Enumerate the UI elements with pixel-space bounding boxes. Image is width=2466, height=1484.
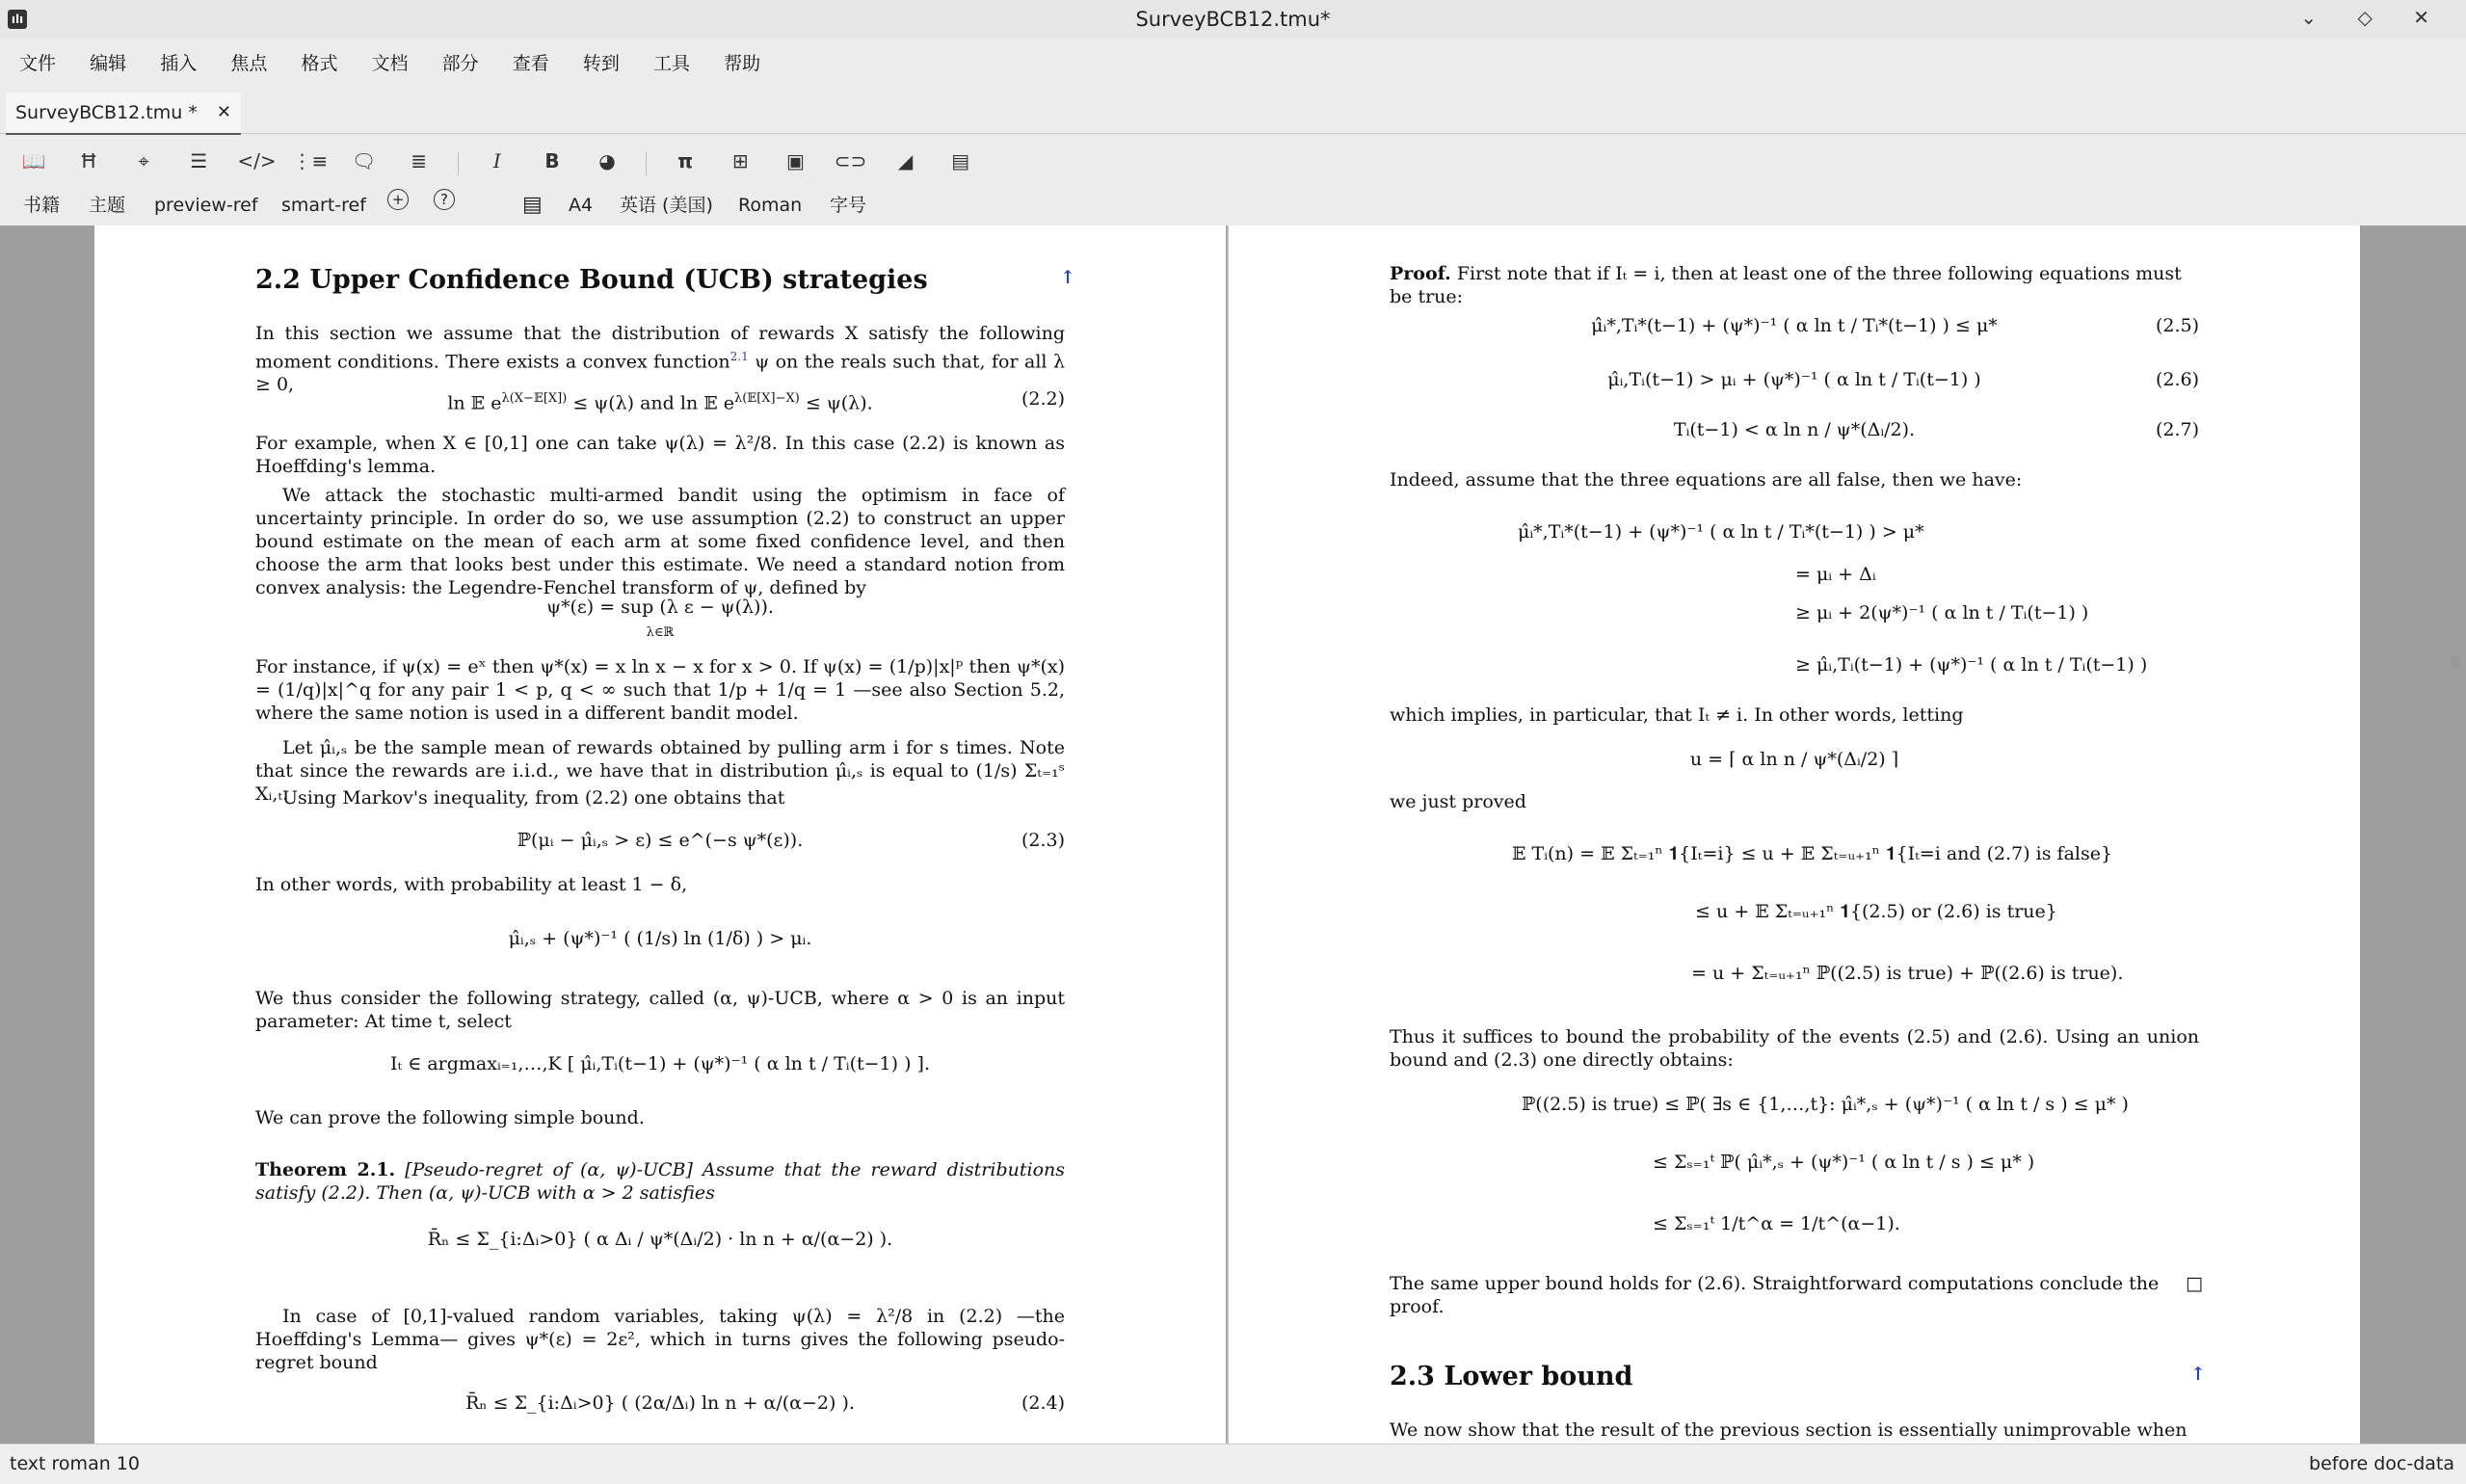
footnote-ref[interactable]: 2.1 [729,350,749,363]
language-button[interactable]: 英语 (美国) [620,195,713,216]
menu-view[interactable]: 查看 [512,53,549,74]
menu-focus[interactable]: 焦点 [230,53,268,74]
equation-number: (2.5) [2155,315,2199,336]
right-page[interactable] [1229,225,2360,1444]
equation-legendre: ψ*(ε) = sup (λ ε − ψ(λ)). λ∈ℝ [546,596,774,640]
equation-2-2: ln 𝔼 $e^{\lambda(X-𝔼[X])} \le \psi(\lambda)$ and ln 𝔼 $e^{\lambda(𝔼[X]-X)} \le \psi(\lambda)$. (2.2) [447,388,1065,414]
status-right: before doc-data [2309,1453,2454,1474]
bold-icon[interactable]: B [544,149,560,172]
scrollbar-thumb[interactable] [2451,655,2460,669]
paragraph: We attack the stochastic multi-armed bandit using the optimism in face of uncertainty principle. In order do so, we use assumption (2.2) to construct an upper bound estimate on the mean of each arm at some fixed confidence level, and then choose the arm that looks best under this estimate. We need a standard notion from convex analysis: the Legendre-Fenchel transform of ψ, defined by [255,485,1065,598]
help-icon[interactable]: ? [434,189,455,210]
book-icon[interactable]: 📖 [21,149,46,172]
theorem-label: Theorem 2.1. [255,1159,396,1180]
font-size-button[interactable]: 字号 [830,195,867,216]
section-title: 2.3 Lower bound [1390,1362,1633,1391]
menu-edit[interactable]: 编辑 [90,53,127,74]
equation-number: (2.6) [2155,369,2199,390]
tab-close-icon[interactable]: ✕ [216,102,231,122]
equation-2-7: Tᵢ(t−1) < α ln n / ψ*(Δᵢ/2). (2.7) [1673,419,2199,440]
book-style-button[interactable]: 书籍 [23,195,61,216]
tree-icon[interactable]: ⋮≡ [292,149,329,172]
paragraph: We thus consider the following strategy, called (α, ψ)-UCB, where α > 0 is an input parameter: At time t, select [255,988,1065,1032]
up-arrow-icon[interactable]: ↑ [2190,1364,2206,1385]
app-logo-icon: ılı [8,10,27,29]
menu-file[interactable]: 文件 [19,53,57,74]
paragraph: which implies, in particular, that Iₜ ≠ i. In other words, letting [1390,704,1964,726]
paragraph: We can prove the following simple bound. [255,1107,645,1128]
code-icon[interactable]: </> [237,149,277,172]
align-icon[interactable]: ≣ [411,149,428,172]
equation-theorem: R̄ₙ ≤ Σ_{i:Δᵢ>0} ( α Δᵢ / ψ*(Δᵢ/2) · ln n + α/(α−2) ). [427,1229,893,1250]
menu-help[interactable]: 帮助 [724,53,761,74]
format-toolbar [17,145,994,179]
equation-2-4: R̄ₙ ≤ Σ_{i:Δᵢ>0} ( (2α/Δᵢ) ln n + α/(α−2) ). (2.4) [465,1392,1065,1414]
eraser-icon[interactable]: ◢ [897,149,914,172]
window-title: SurveyBCB12.tmu* [1135,8,1331,31]
up-arrow-icon[interactable]: ↑ [1060,267,1075,288]
title-bar [0,0,2466,39]
status-bar [0,1444,2466,1484]
theorem-text: [Pseudo-regret of (α, ψ)-UCB] Assume that the reward distributions satisfy (2.2). Then (α, ψ)-UCB with α > 2 satisfies [255,1159,1066,1204]
toolbar-separator [646,152,647,175]
equation-confidence: μ̂ᵢ,ₛ + (ψ*)⁻¹ ( (1/s) ln (1/δ) ) > μᵢ. [508,928,812,949]
add-package-icon[interactable]: + [387,189,409,210]
document-area[interactable] [0,225,2466,1444]
probability-line: ℙ((2.5) is true) ≤ ℙ( ∃s ∈ {1,…,t}: μ̂ᵢ*,ₛ + (ψ*)⁻¹ ( α ln t / s ) ≤ μ* ) [1522,1094,2129,1115]
paragraph: For instance, if ψ(x) = eˣ then ψ*(x) = x ln x − x for x > 0. If ψ(x) = (1/p)|x|ᵖ then ψ*(x) = (1/q)|x|^q for any pair 1 < p, q < ∞ such that 1/p + 1/q = 1 —see also Section 5.2, where the same notion is used in a different bandit model. [255,656,1065,724]
toolbar-separator [458,152,459,175]
link-icon[interactable]: ⊂⊃ [834,149,867,172]
pin-icon[interactable]: ⌖ [138,149,149,172]
paragraph: In other words, with probability at least 1 − δ, [255,874,688,895]
menu-format[interactable]: 格式 [301,53,338,74]
paragraph: Indeed, assume that the three equations are all false, then we have: [1390,469,2023,490]
terminal-icon[interactable]: ▤ [951,149,970,172]
equation-2-5: μ̂ᵢ*,Tᵢ*(t−1) + (ψ*)⁻¹ ( α ln t / Tᵢ*(t−1) ) ≤ μ* (2.5) [1591,315,2199,336]
left-page[interactable] [94,225,1226,1444]
equation-2-3: ℙ(μᵢ − μ̂ᵢ,ₛ > ε) ≤ e^(−s ψ*(ε)). (2.3) [517,830,1065,851]
menu-tools[interactable]: 工具 [652,53,690,74]
smart-ref-button[interactable]: smart-ref [281,195,366,216]
inequality-chain-line: ≥ μᵢ + 2(ψ*)⁻¹ ( α ln t / Tᵢ(t−1) ) [1795,602,2089,623]
theme-button[interactable]: 主题 [89,195,126,216]
equation-u: u = ⌈ α ln n / ψ*(Δᵢ/2) ⌉ [1689,749,1899,770]
qed-symbol: □ [2186,1273,2203,1294]
image-icon[interactable]: ▣ [785,149,805,172]
table-icon[interactable]: ⊞ [731,149,749,172]
tab-label: SurveyBCB12.tmu * [15,102,198,123]
probability-line: ≤ Σₛ₌₁ᵗ 1/t^α = 1/t^(α−1). [1653,1213,1900,1234]
preview-ref-button[interactable]: preview-ref [154,195,258,216]
paragraph: For example, when X ∈ [0,1] one can take ψ(λ) = λ²/8. In this case (2.2) is known as Hoeffding's lemma. [255,433,1065,477]
paragraph: we just proved [1390,791,1526,812]
paragraph: In case of [0,1]-valued random variables, taking ψ(λ) = λ²/8 in (2.2) —the Hoeffding's Lemma— gives ψ*(ε) = 2ε², which in turns gives the following pseudo-regret bound [255,1306,1065,1373]
menu-document[interactable]: 文档 [371,53,409,74]
proof-intro: Proof. First note that if Iₜ = i, then at least one of the three following equations must be true: [1390,263,2182,307]
window-controls[interactable]: ⌄ ◇ ✕ [2300,6,2447,29]
menu-go[interactable]: 转到 [582,53,620,74]
menu-part[interactable]: 部分 [441,53,479,74]
paragraph: Thus it suffices to bound the probability of the events (2.5) and (2.6). Using an union bound and (2.3) one directly obtains: [1390,1026,2199,1071]
menu-insert[interactable]: 插入 [160,53,198,74]
proof-label: Proof. [1390,263,1451,284]
status-left: text roman 10 [10,1453,140,1474]
inequality-chain-line: ≥ μ̂ᵢ,Tᵢ(t−1) + (ψ*)⁻¹ ( α ln t / Tᵢ(t−1) ) [1795,654,2148,676]
font-button[interactable]: Roman [738,195,803,216]
tab-bar [0,93,2466,134]
paper-size-button[interactable]: A4 [569,195,594,216]
probability-line: ≤ Σₛ₌₁ᵗ ℙ( μ̂ᵢ*,ₛ + (ψ*)⁻¹ ( α ln t / s ) ≤ μ* ) [1653,1152,2035,1173]
equation-selection: Iₜ ∈ argmaxᵢ₌₁,…,K [ μ̂ᵢ,Tᵢ(t−1) + (ψ*)⁻¹ ( α ln t / Tᵢ(t−1) ) ]. [390,1053,930,1074]
sum-line: = u + Σₜ₌ᵤ₊₁ⁿ ℙ((2.5) is true) + ℙ((2.6) is true). [1691,963,2124,984]
paragraph: We now show that the result of the previous section is essentially unimprovable when [1390,1419,2188,1441]
inequality-chain-line: = μᵢ + Δᵢ [1795,564,1876,585]
comment-icon[interactable]: 🗨 [351,149,377,172]
section-title: 2.2 Upper Confidence Bound (UCB) strategies [255,265,928,295]
italic-icon[interactable]: I [492,149,501,172]
paragraph: The same upper bound holds for (2.6). Straightforward computations conclude the proof. [1390,1273,2160,1317]
equation-number: (2.2) [1021,388,1065,410]
palette-icon[interactable]: ◕ [598,149,616,172]
pi-icon[interactable]: π [677,149,694,172]
paragraph: Using Markov's inequality, from (2.2) one obtains that [282,787,785,808]
heading-icon[interactable]: Ħ [79,149,98,172]
equation-number: (2.4) [1021,1392,1065,1414]
paragraph: Let μ̂ᵢ,ₛ be the sample mean of rewards obtained by pulling arm i for s times. Note that since the rewards are i.i.d., we have that in distribution μ̂ᵢ,ₛ is equal to (1/s) Σₜ₌₁ˢ Xᵢ,ₜ. [255,737,1065,805]
equation-2-6: μ̂ᵢ,Tᵢ(t−1) > μᵢ + (ψ*)⁻¹ ( α ln t / Tᵢ(t−1) ) (2.6) [1607,369,2199,390]
menu-bar [0,46,770,81]
paragraph: In this section we assume that the distribution of rewards X satisfy the following moment conditions. There exists a convex function$^{2.1}$ ψ on the reals such that, for all λ ≥ 0, [255,323,1065,396]
sum-line: ≤ u + 𝔼 Σₜ₌ᵤ₊₁ⁿ 𝟏{(2.5) or (2.6) is true} [1695,901,2057,922]
sum-line: 𝔼 Tᵢ(n) = 𝔼 Σₜ₌₁ⁿ 𝟏{Iₜ=i} ≤ u + 𝔼 Σₜ₌ᵤ₊₁ⁿ 𝟏{Iₜ=i and (2.7) is false} [1512,843,2113,864]
equation-number: (2.3) [1021,830,1065,851]
list-icon[interactable]: ☰ [190,149,208,172]
theorem-2-1 [255,1158,1065,1205]
inequality-chain-line: μ̂ᵢ*,Tᵢ*(t−1) + (ψ*)⁻¹ ( α ln t / Tᵢ*(t−1) ) > μ* [1518,521,1924,543]
tab-document[interactable] [6,93,241,135]
page-icon[interactable]: ▤ [522,193,543,217]
equation-number: (2.7) [2155,419,2199,440]
